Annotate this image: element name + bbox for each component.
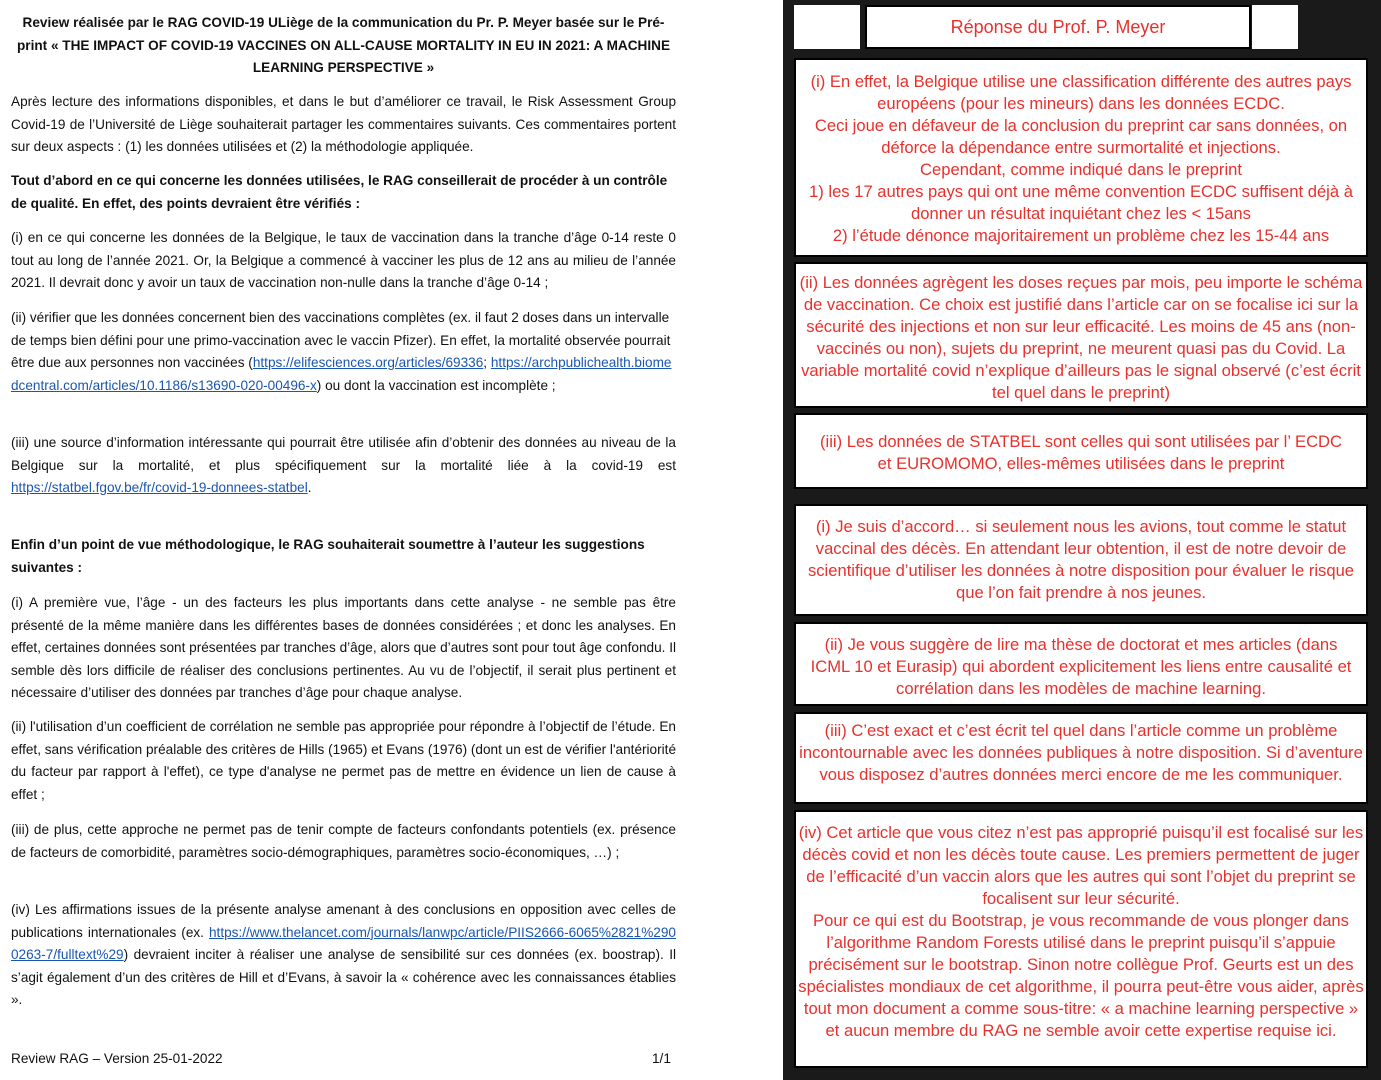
- statbel-link[interactable]: https://statbel.fgov.be/fr/covid-19-donnees-statbel: [11, 480, 308, 496]
- elifesciences-link[interactable]: https://elifesciences.org/articles/69336: [252, 355, 484, 371]
- answer-data-2-text: (ii) Les données agrègent les doses reçues par mois, peu importe le schéma de vaccination. Ce choix est justifié dans l’article car on se focalise ici sur la sécurité des injections et non sur leur efficacité. Les moins de 45 ans (non-vaccinés ou non), sujets du preprint, ne meurent quasi pas du Covid. La variable mortalité covid n’explique d’ailleurs pas le signal observé (c’est écrit tel quel dans le preprint): [799, 273, 1363, 402]
- answer-box-method-2: [794, 622, 1368, 706]
- blank-square-left: [794, 5, 860, 49]
- answer-data-1-line-3: Cependant, comme indiqué dans le preprint: [920, 160, 1242, 179]
- answer-data-1-line-1: (i) En effet, la Belgique utilise une classification différente des autres pays européens (pour les mineurs) dans les données ECDC.: [810, 72, 1352, 113]
- method-point-2: (ii) l'utilisation d’un coefficient de corrélation ne semble pas appropriée pour répondre à l’objectif de l’étude. En effet, sans vérification préalable des critères de Hills (1965) et Evans (1976) (dont un est de vérifier l'antériorité du facteur par rapport à l'effet), ce type d'analyse ne permet pas de mettre en évidence un lien de cause à effet ;: [11, 719, 676, 802]
- document-title: Review réalisée par le RAG COVID-19 ULiège de la communication du Pr. P. Meyer basée sur le Pré-print « THE IMPACT OF COVID-19 VACCINES ON ALL-CAUSE MORTALITY IN EU IN 2021: A MACHINE LEARNING PERSPECTIVE »: [16, 15, 671, 76]
- answer-method-4-para-1: (iv) Cet article que vous citez n’est pas approprié puisqu’il est focalisé sur les décès covid et non les décès toute cause. Les premiers permettent de juger de l’efficacité d’un vaccin alors que les autres qui sont l’objet du preprint se focalisent sur leur sécurité.: [798, 823, 1364, 908]
- response-header: Réponse du Prof. P. Meyer: [865, 5, 1251, 49]
- data-section-heading: Tout d’abord en ce qui concerne les données utilisées, le RAG conseillerait de procéder à un contrôle de qualité. En effet, des points devraient être vérifiés :: [11, 173, 668, 211]
- footer-version: Review RAG – Version 25-01-2022: [11, 1051, 223, 1066]
- answer-box-data-1: [794, 58, 1368, 257]
- data-point-2: (ii) vérifier que les données concernent bien des vaccinations complètes (ex. il faut 2 doses dans un intervalle de temps bien défini pour une primo-vaccination avec le vaccin Pfizer). En effet, la mortalité observée pourrait être due aux personnes non vaccinées (https://elifesciences.org/articles/69336; https://archpublichealth.biomedcentral.com/articles/10.1186/s13690-020-00496-x) ou dont la vaccination est incomplète ;: [11, 310, 672, 393]
- lancet-link[interactable]: https://www.thelancet.com/journals/lanwpc/article/PIIS2666-6065%2821%2900263-7/fulltext%29: [11, 924, 676, 963]
- answer-data-1-line-4: 1) les 17 autres pays qui ont une même convention ECDC suffisent déjà à donner un résultat inquiétant chez les < 15ans: [809, 182, 1353, 223]
- data-point-1: (i) en ce qui concerne les données de la Belgique, le taux de vaccination dans la tranche d’âge 0-14 reste 0 tout au long de l’année 2021. Or, la Belgique a commencé à vacciner les plus de 12 ans au milieu de l’année 2021. Il devrait donc y avoir un taux de vaccination non-nulle dans la tranche d’âge 0-14 ;: [11, 230, 676, 291]
- answer-method-2-text: (ii) Je vous suggère de lire ma thèse de doctorat et mes articles (dans ICML 10 et Eurasip) qui abordent explicitement les liens entre causalité et corrélation dans les modèles de machine learning.: [810, 635, 1352, 698]
- method-point-3: (iii) de plus, cette approche ne permet pas de tenir compte de facteurs confondants potentiels (ex. présence de facteurs de comorbidité, paramètres socio-démographiques, paramètres socio-économiques, …) ;: [11, 822, 676, 860]
- method-point-1: (i) A première vue, l’âge - un des facteurs les plus importants dans cette analyse - ne semble pas être présenté de la même manière dans les différentes bases de données considérées ; et donc les analyses. En effet, certaines données sont présentées par tranches d’âge, alors que d’autres sont pour tout âge confondu. Il semble dès lors difficile de réaliser des conclusions pertinentes. Au vu de l’objectif, il serait plus pertinent et nécessaire d’utiliser des données par tranches d’âge pour chaque analyse.: [11, 595, 676, 701]
- answer-method-4-para-2: Pour ce qui est du Bootstrap, je vous recommande de vous plonger dans l’algorithme Random Forests utilisé dans le preprint puisqu’il s’appuie précisément sur le bootstrap. Sinon notre collègue Prof. Geurts est un des spécialistes mondiaux de cet algorithme, il pourra peut-être vous aider, après tout mon document a comme sous-titre: « a machine learning perspective » et aucun membre du RAG ne semble avoir cette expertise requise ici.: [798, 911, 1364, 1040]
- data-point-3: (iii) une source d’information intéressante qui pourrait être utilisée afin d’obtenir des données au niveau de la Belgique sur la mortalité, et plus spécifiquement sur la mortalité liée à la covid-19 est https://statbel.fgov.be/fr/covid-19-donnees-statbel.: [11, 435, 676, 496]
- archpublichealth-link[interactable]: https://archpublichealth.biomedcentral.com/articles/10.1186/s13690-020-00496-x: [11, 355, 672, 393]
- answer-method-1-text: (i) Je suis d’accord… si seulement nous les avions, tout comme le statut vaccinal des décès. En attendant leur obtention, il est de notre devoir de scientifique d’utiliser les données à notre disposition pour évaluer le risque que l’on fait prendre à nos jeunes.: [807, 517, 1355, 602]
- answer-box-data-3: [794, 413, 1368, 489]
- method-section-heading: Enfin d’un point de vue méthodologique, le RAG souhaiterait soumettre à l’auteur les suggestions suivantes :: [11, 537, 645, 575]
- answer-box-data-2: [794, 262, 1368, 408]
- answer-method-3-text: (iii) C’est exact et c’est écrit tel quel dans l’article comme un problème incontournable avec les données publiques à notre disposition. Si d’aventure vous disposez d’autres données merci encore de me les communiquer.: [799, 721, 1363, 784]
- intro-paragraph: Après lecture des informations disponibles, et dans le but d’améliorer ce travail, le Risk Assessment Group Covid-19 de l’Université de Liège souhaiterait partager les commentaires suivants. Ces commentaires portent sur deux aspects : (1) les données utilisées et (2) la méthodologie appliquée.: [11, 94, 676, 155]
- answer-box-method-3: [794, 712, 1368, 804]
- answer-box-method-1: [794, 504, 1368, 616]
- answer-box-method-4: [794, 810, 1368, 1068]
- response-panel: [783, 0, 1381, 1080]
- footer-page-number: 1/1: [652, 1051, 671, 1066]
- answer-data-1-line-2: Ceci joue en défaveur de la conclusion du preprint car sans données, on déforce la dépendance entre surmortalité et injections.: [814, 116, 1348, 157]
- answer-data-1-line-5: 2) l’étude dénonce majoritairement un problème chez les 15-44 ans: [832, 226, 1330, 245]
- method-point-4: (iv) Les affirmations issues de la présente analyse amenant à des conclusions en opposition avec celles de publications internationales (ex. https://www.thelancet.com/journals/lanwpc/article/PIIS2666-6065%2821%2900263-7/fulltext%29) devraient inciter à réaliser une analyse de sensibilité sur ces données (ex. boostrap). Il s’agit également d’un des critères de Hill et d’Evans, à savoir la « cohérence avec les connaissances établies ».: [11, 902, 676, 1008]
- answer-data-3-text: (iii) Les données de STATBEL sont celles qui sont utilisées par l’ ECDC et EUROMOMO, elles-mêmes utilisées dans le preprint: [820, 432, 1343, 473]
- blank-square-right: [1252, 5, 1298, 49]
